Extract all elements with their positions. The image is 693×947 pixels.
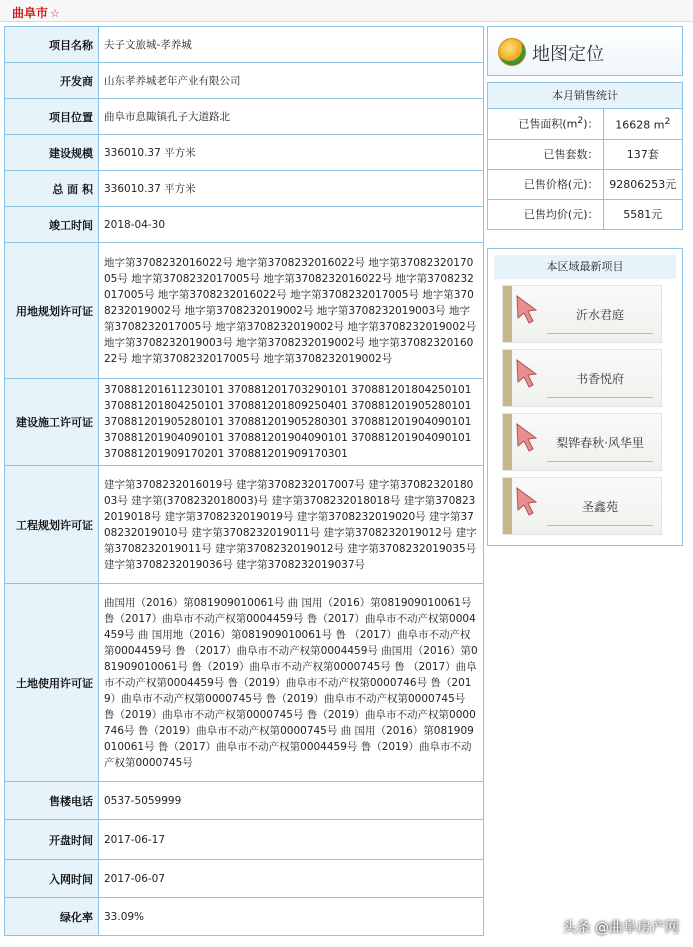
card-underline [547, 525, 653, 526]
map-location-label: 地图定位 [532, 44, 604, 65]
table-row [488, 199, 682, 229]
avg-price-value: 5581元 [603, 199, 682, 229]
row-label: 绿化率 [5, 898, 99, 936]
map-globe-icon [498, 38, 526, 66]
table-row [5, 584, 484, 782]
card-underline [547, 397, 653, 398]
developer-value: 山东孝养城老年产业有限公司 [99, 63, 484, 99]
project-card[interactable] [502, 477, 662, 535]
table-row [5, 243, 484, 379]
total-area-value: 336010.37 平方米 [99, 171, 484, 207]
row-label: 售楼电话 [5, 782, 99, 820]
project-name: 书香悦府 [575, 372, 624, 386]
monthly-sales-panel [487, 82, 683, 230]
completion-date-value: 2018-04-30 [99, 207, 484, 243]
cursor-arrow-icon [514, 486, 540, 516]
row-label: 开盘时间 [5, 820, 99, 860]
sold-area-label: 已售面积$(m^2)$： [488, 109, 603, 139]
project-info-table [4, 26, 484, 936]
sold-units-value: 137套 [603, 139, 682, 169]
card-decor-strip [503, 286, 512, 342]
row-label: 工程规划许可证 [5, 466, 99, 584]
cursor-arrow-icon [514, 422, 540, 452]
card-decor-strip [503, 478, 512, 534]
land-use-permit-value: 曲国用（2016）第081909010061号 曲 国用（2016）第081909010061号 鲁（2017）曲阜市不动产权第0004459号 鲁（2017）曲阜市不动产权第0004459号 曲 国用地（2016）第081909010061号 鲁 （2017）曲阜市不动产权第0004459号 鲁 （2017）曲阜市不动产权第0004459号 曲国用（2016）第081909010061号 鲁（2019）曲阜市不动产权第0000745号 鲁 （2017）曲阜市不动产权第0004459号 鲁（2019）曲阜市不动产权第0000746号 鲁（2019）曲阜市不动产权第0000745号 鲁（2019）曲阜市不动产权第0000745号 鲁（2019）曲阜市不动产权第0000745号 鲁（2019）曲阜市不动产权第0000746号 鲁（2019）曲阜市不动产权第0000745号 曲 国用（2016）第081909010061号 鲁（2017）曲阜市不动产权第0004459号 鲁（2019）曲阜市不动产权第0000745号 [99, 584, 484, 782]
row-label: 项目名称 [5, 27, 99, 63]
table-row [5, 171, 484, 207]
row-label: 土地使用许可证 [5, 584, 99, 782]
row-label: 竣工时间 [5, 207, 99, 243]
table-row [5, 27, 484, 63]
table-row [5, 898, 484, 936]
sold-price-label: 已售价格(元)： [488, 169, 603, 199]
row-label: 建设施工许可证 [5, 379, 99, 466]
row-label: 用地规划许可证 [5, 243, 99, 379]
sold-units-label: 已售套数： [488, 139, 603, 169]
row-label: 开发商 [5, 63, 99, 99]
table-row [488, 139, 682, 169]
row-label: 总 面 积 [5, 171, 99, 207]
cursor-arrow-icon [514, 358, 540, 388]
table-row [5, 99, 484, 135]
row-label: 项目位置 [5, 99, 99, 135]
area-latest-projects-title: 本区域最新项目 [494, 255, 676, 279]
table-row [5, 63, 484, 99]
table-row [488, 169, 682, 199]
card-decor-strip [503, 350, 512, 406]
card-underline [547, 333, 653, 334]
city-title: 曲阜市 ☆ [12, 6, 60, 20]
project-name-value: 夫子文旅城-孝养城 [99, 27, 484, 63]
table-row [5, 860, 484, 898]
table-row [5, 135, 484, 171]
table-row [5, 782, 484, 820]
engineering-planning-permit-value: 建字第3708232016019号 建字第3708232017007号 建字第3708232018003号 建字第(3708232018003)号 建字第3708232018018号 建字第3708232019018号 建字第3708232019019号 建字第3708232019020号 建字第3708232019010号 建字第3708232019011号 建字第3708232019012号 建字第3708232019011号 建字第3708232019012号 建字第3708232019035号 建字第3708232019036号 建字第3708232019037号 [99, 466, 484, 584]
sold-price-value: 92806253元 [603, 169, 682, 199]
card-underline [547, 461, 653, 462]
favorite-star-icon[interactable]: ☆ [50, 7, 60, 20]
area-latest-projects-panel [487, 248, 683, 546]
row-label: 建设规模 [5, 135, 99, 171]
row-label: 入网时间 [5, 860, 99, 898]
opening-date-value: 2017-06-17 [99, 820, 484, 860]
right-sidebar [487, 26, 683, 546]
project-name: 沂水君庭 [575, 308, 624, 322]
project-name: 圣鑫苑 [581, 500, 618, 514]
greening-rate-value: 33.09% [99, 898, 484, 936]
project-card[interactable] [502, 349, 662, 407]
source-watermark: 头条 @曲阜房产网 [562, 920, 679, 936]
map-location-button[interactable] [487, 26, 683, 76]
table-row [5, 820, 484, 860]
avg-price-label: 已售均价(元)： [488, 199, 603, 229]
monthly-sales-table [488, 109, 682, 229]
sales-phone-value: 0537-5059999 [99, 782, 484, 820]
build-scale-value: 336010.37 平方米 [99, 135, 484, 171]
monthly-sales-title: 本月销售统计 [488, 83, 682, 109]
table-row [5, 379, 484, 466]
card-decor-strip [503, 414, 512, 470]
construction-permit-value: 370881201611230101 370881201703290101 370881201804250101 370881201804250101 370881201809250401 370881201905280101 370881201905280101 370881201905280301 370881201904090101 370881201904090101 370881201904090101 370881201904090101 370881201909170201 370881201909170301 [99, 379, 484, 466]
city-header [0, 0, 693, 22]
project-card[interactable] [502, 285, 662, 343]
table-row [488, 109, 682, 139]
table-row [5, 466, 484, 584]
cursor-arrow-icon [514, 294, 540, 324]
project-name: 梨铧春秋·风华里 [556, 436, 644, 450]
sold-area-value: 16628 $m^2$ [615, 115, 671, 132]
project-card[interactable] [502, 413, 662, 471]
land-planning-permit-value: 地字第3708232016022号 地字第3708232016022号 地字第3708232017005号 地字第3708232017005号 地字第3708232016022号 地字第3708232017005号 地字第3708232016022号 地字第3708232017005号 地字第3708232019002号 地字第3708232019002号 地字第3708232019003号 地字第3708232017005号 地字第3708232019002号 地字第3708232019002号 地字第3708232019003号 地字第3708232019002号 地字第3708232016022号 地字第3708232017005号 地字第3708232019002号 [99, 243, 484, 379]
location-value: 曲阜市息陬镇孔子大道路北 [99, 99, 484, 135]
listing-date-value: 2017-06-07 [99, 860, 484, 898]
table-row [5, 207, 484, 243]
